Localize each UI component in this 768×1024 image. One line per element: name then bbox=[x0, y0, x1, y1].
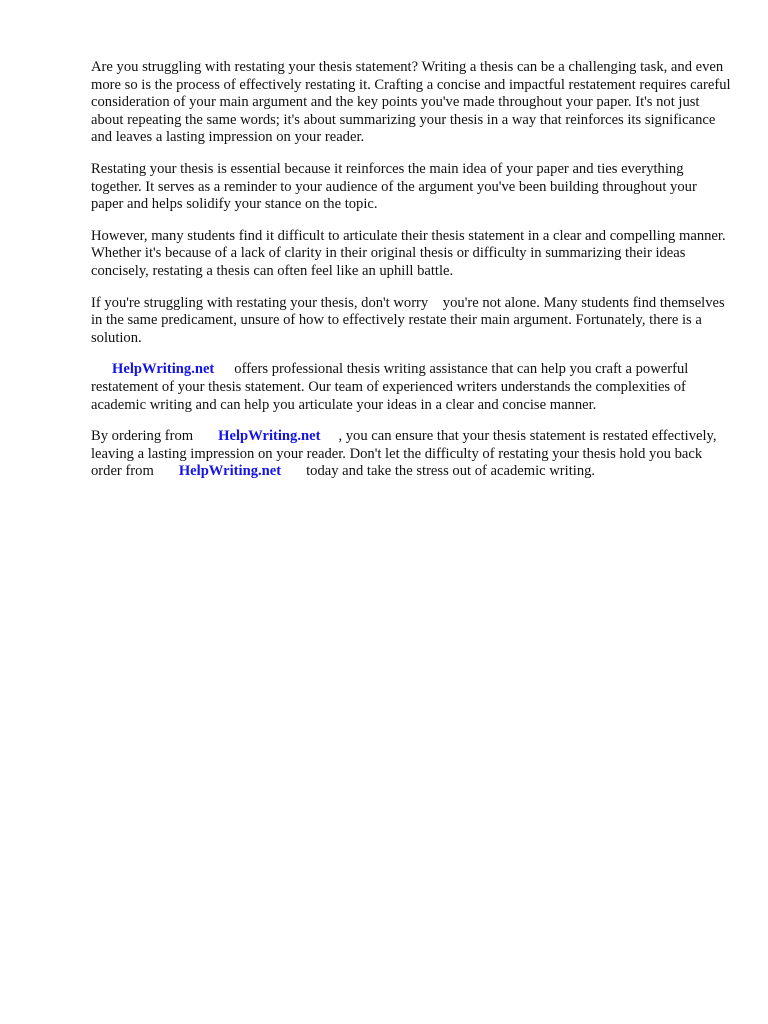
paragraph-service bbox=[91, 361, 731, 414]
ordering-text-b: , you can ensure that your thesis statement is restated effectively, leaving a lasting impression on your reader. Don't let the difficulty of restating your thesis hold you back bbox=[91, 428, 717, 462]
paragraph-importance: Restating your thesis is essential because it reinforces the main idea of your paper and ties everything together. It serves as a reminder to your audience of the argument you've been building throughout your paper and helps solidify your stance on the topic. bbox=[91, 160, 697, 213]
paragraph-ordering bbox=[91, 428, 731, 481]
ordering-text-c: order from bbox=[91, 463, 154, 480]
paragraph-solution: If you're struggling with restating your thesis, don't worry you're not alone. Many students find themselves in the same predicament, unsure of how to effectively restate their main argument. Fortunately, there is a solution. bbox=[91, 294, 729, 346]
document-body bbox=[91, 59, 731, 495]
helpwriting-link-1[interactable]: HelpWriting.net bbox=[112, 361, 215, 378]
helpwriting-link-3[interactable]: HelpWriting.net bbox=[178, 463, 282, 480]
paragraph-difficulty: However, many students find it difficult to articulate their thesis statement in a clear and compelling manner. Whether it's because of a lack of clarity in their original thesis or difficulty in summarizing their ideas concisely, restating a thesis can often feel like an uphill battle. bbox=[91, 227, 726, 279]
ordering-text-a: By ordering from bbox=[91, 428, 194, 445]
service-text: offers professional thesis writing assistance that can help you craft a powerful restatement of your thesis statement. Our team of experienced writers understands the complexities of academic writing and can help you articulate your ideas in a clear and concise manner. bbox=[91, 361, 689, 413]
ordering-text-d: today and take the stress out of academic writing. bbox=[306, 463, 596, 480]
paragraph-intro: Are you struggling with restating your thesis statement? Writing a thesis can be a challenging task, and even more so is the process of effectively restating it. Crafting a concise and impactful restatement requires careful consideration of your main argument and the key points you've made throughout your paper. It's not just about repeating the same words; it's about summarizing your thesis in a way that reinforces its significance and leaves a lasting impression on your reader. bbox=[91, 59, 731, 146]
helpwriting-link-2[interactable]: HelpWriting.net bbox=[218, 428, 321, 445]
